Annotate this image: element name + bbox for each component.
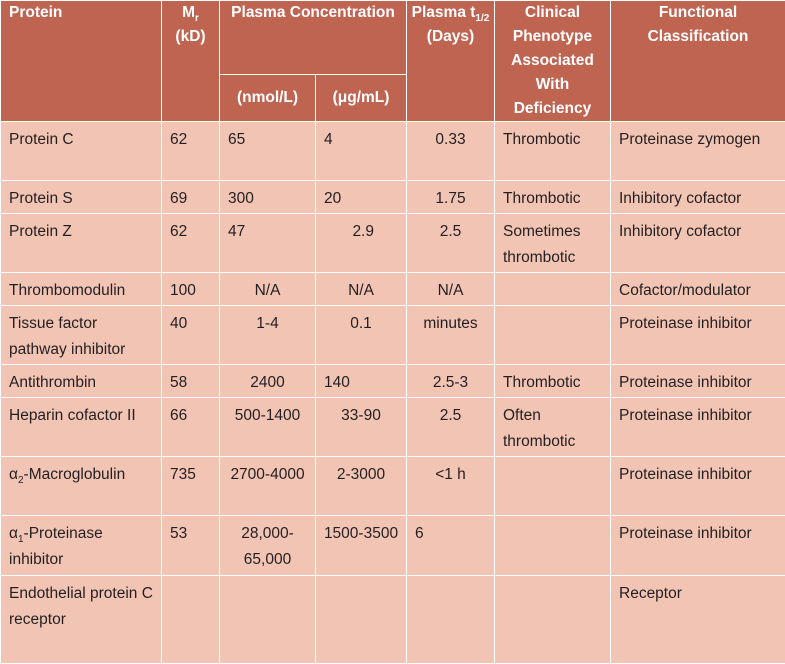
cell-nmol: 65 [220,122,316,181]
cell-mr: 58 [162,365,220,398]
cell-protein: Protein C [1,122,162,181]
cell-nmol [220,576,316,664]
cell-class: Proteinase inhibitor [611,398,785,457]
cell-nmol: N/A [220,273,316,306]
cell-class: Proteinase inhibitor [611,457,785,516]
cell-class: Proteinase inhibitor [611,365,785,398]
alpha-subscript: 2 [18,475,24,486]
cell-thalf [407,576,495,664]
cell-protein: Protein S [1,181,162,214]
cell-thalf: 2.5 [407,398,495,457]
cell-phenotype [495,516,611,576]
cell-phenotype: Thrombotic [495,181,611,214]
cell-mr: 53 [162,516,220,576]
header-thalf-unit: (Days) [427,28,474,45]
header-nmol: (nmol/L) [220,74,316,121]
table-row [1,122,785,181]
cell-class: Receptor [611,576,785,664]
cell-thalf: 2.5 [407,214,495,273]
cell-ug: 2.9 [316,214,407,273]
cell-thalf: <1 h [407,457,495,516]
header-functional-classification: Functional Classification [611,1,785,122]
cell-nmol: 500-1400 [220,398,316,457]
cell-phenotype: Thrombotic [495,122,611,181]
cell-mr: 100 [162,273,220,306]
cell-ug: 1500-3500 [316,516,407,576]
cell-phenotype [495,306,611,365]
table-row [1,181,785,214]
cell-thalf: 1.75 [407,181,495,214]
cell-mr: 66 [162,398,220,457]
table-row [1,457,785,516]
header-thalf-sub: 1/2 [475,13,489,24]
header-plasma-half-life [407,1,495,122]
cell-phenotype [495,576,611,664]
cell-ug [316,576,407,664]
cell-class: Proteinase zymogen [611,122,785,181]
header-mr [162,1,220,122]
cell-protein: Antithrombin [1,365,162,398]
header-mr-text: M [182,4,195,21]
alpha-subscript: 1 [18,534,24,545]
cell-mr: 69 [162,181,220,214]
cell-protein: Protein Z [1,214,162,273]
cell-nmol: 47 [220,214,316,273]
cell-phenotype [495,273,611,306]
cell-protein [1,457,162,516]
header-ugml: (μg/mL) [316,74,407,121]
header-mr-sub: r [195,13,199,24]
header-thalf-text: Plasma t [412,4,476,21]
cell-protein: Tissue factor pathway inhibitor [1,306,162,365]
cell-mr: 735 [162,457,220,516]
protein-name: -Macroglobulin [24,466,126,483]
cell-mr: 62 [162,214,220,273]
protein-name: -Proteinase inhibitor [9,525,103,568]
cell-nmol: 2700-4000 [220,457,316,516]
table-row [1,214,785,273]
cell-protein: Thrombomodulin [1,273,162,306]
cell-class: Inhibitory cofactor [611,214,785,273]
table-row [1,273,785,306]
table-row [1,516,785,576]
table-row [1,398,785,457]
cell-phenotype: Thrombotic [495,365,611,398]
cell-class: Inhibitory cofactor [611,181,785,214]
cell-class: Cofactor/modulator [611,273,785,306]
cell-phenotype: Often thrombotic [495,398,611,457]
cell-ug: 0.1 [316,306,407,365]
cell-ug: 2-3000 [316,457,407,516]
cell-ug: N/A [316,273,407,306]
alpha-symbol: α [9,525,18,542]
header-clinical-phenotype: Clinical Phenotype Associated With Deficiency [495,1,611,122]
cell-nmol: 300 [220,181,316,214]
table-row [1,306,785,365]
cell-thalf: N/A [407,273,495,306]
cell-ug: 33-90 [316,398,407,457]
cell-thalf: 2.5-3 [407,365,495,398]
cell-ug: 4 [316,122,407,181]
cell-thalf: 0.33 [407,122,495,181]
cell-nmol: 2400 [220,365,316,398]
cell-mr: 62 [162,122,220,181]
cell-mr [162,576,220,664]
cell-nmol: 28,000-65,000 [220,516,316,576]
header-protein: Protein [1,1,162,122]
cell-protein: Heparin cofactor II [1,398,162,457]
cell-class: Proteinase inhibitor [611,516,785,576]
cell-protein [1,516,162,576]
header-mr-unit: (kD) [175,28,205,45]
cell-ug: 140 [316,365,407,398]
table-row [1,576,785,664]
header-plasma-concentration: Plasma Concentration [220,1,407,75]
cell-protein: Endothelial protein C receptor [1,576,162,664]
cell-mr: 40 [162,306,220,365]
cell-phenotype [495,457,611,516]
cell-ug: 20 [316,181,407,214]
table-row [1,365,785,398]
cell-phenotype: Sometimes thrombotic [495,214,611,273]
cell-nmol: 1-4 [220,306,316,365]
cell-thalf: minutes [407,306,495,365]
alpha-symbol: α [9,466,18,483]
cell-class: Proteinase inhibitor [611,306,785,365]
cell-thalf: 6 [407,516,495,576]
